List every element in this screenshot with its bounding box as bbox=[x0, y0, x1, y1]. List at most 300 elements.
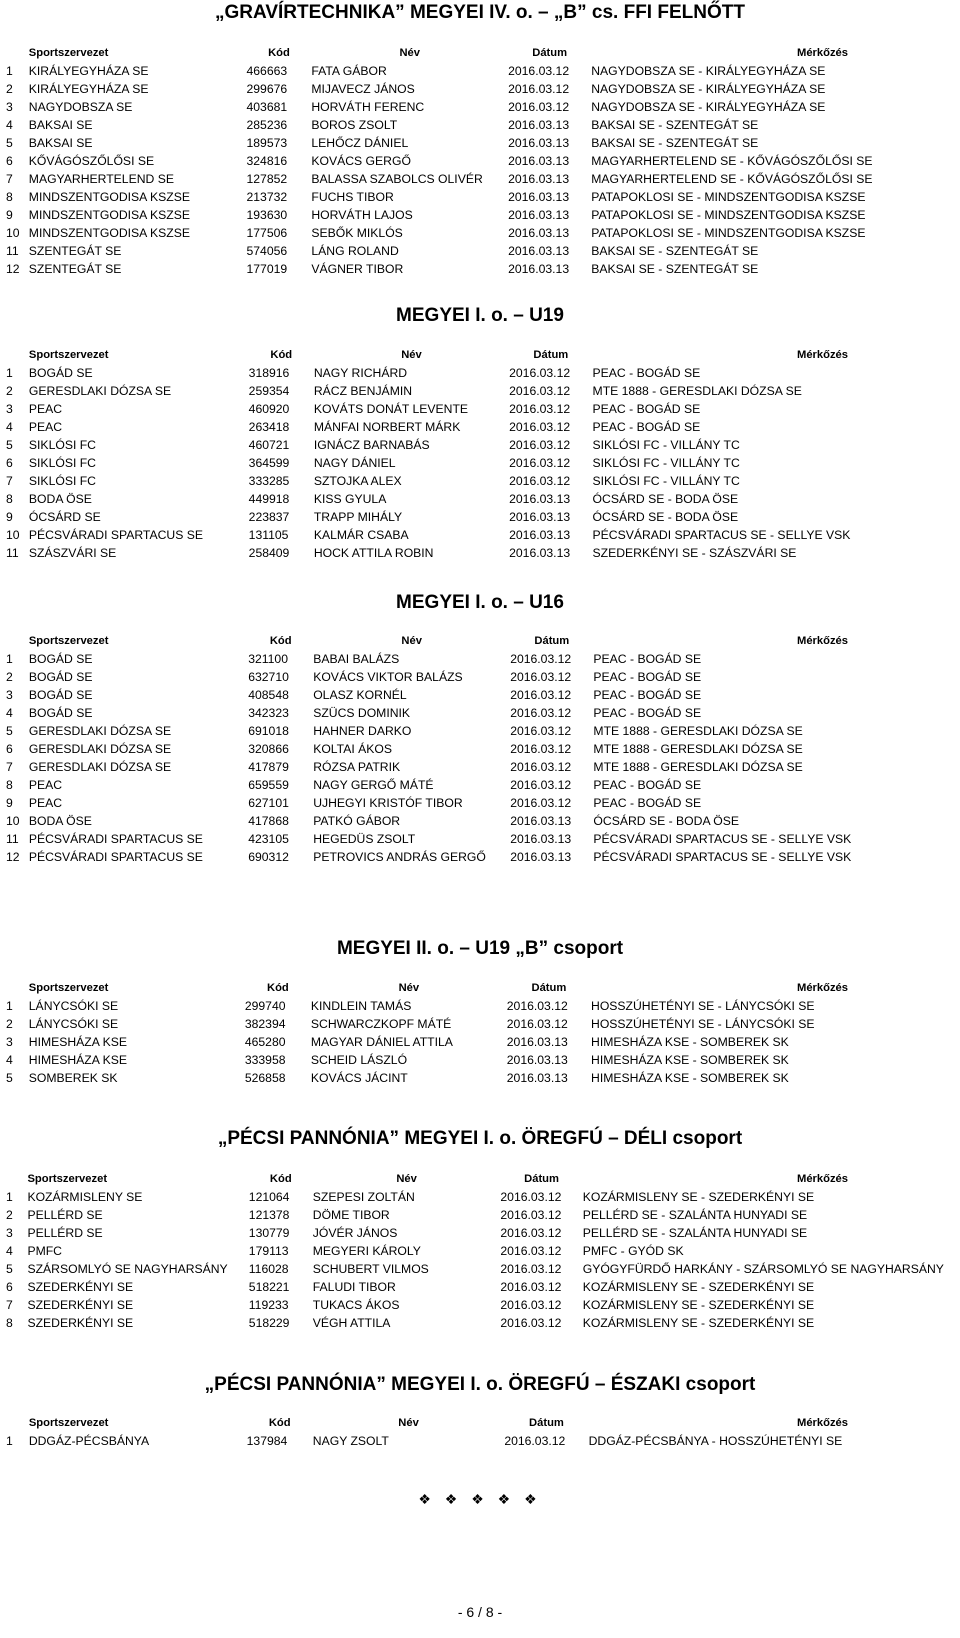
club-cell: DDGÁZ-PÉCSBÁNYA bbox=[28, 1434, 150, 1448]
table-row bbox=[6, 1033, 960, 1051]
table-row bbox=[6, 1015, 960, 1033]
club-cell: KŐVÁGÓSZŐLŐSI SE bbox=[28, 154, 155, 168]
club-cell: ÓCSÁRD SE bbox=[28, 510, 101, 524]
match-cell: PEAC - BOGÁD SE bbox=[592, 402, 701, 416]
match-cell: MTE 1888 - GERESDLAKI DÓZSA SE bbox=[592, 384, 802, 398]
row-index: 2 bbox=[6, 1208, 13, 1222]
header-merkozes: Mérkőzés bbox=[797, 1417, 848, 1429]
header-index bbox=[6, 632, 29, 650]
club-cell: GERESDLAKI DÓZSA SE bbox=[28, 384, 172, 398]
date-cell: 2016.03.12 bbox=[500, 1244, 562, 1258]
table-u19-b bbox=[6, 979, 960, 1087]
player-name-cell: HORVÁTH FERENC bbox=[311, 100, 425, 114]
header-nev: Név bbox=[396, 1173, 417, 1185]
match-cell: SIKLÓSI FC - VILLÁNY TC bbox=[592, 438, 740, 452]
club-cell: BOGÁD SE bbox=[28, 670, 93, 684]
row-index: 6 bbox=[6, 1280, 13, 1294]
match-cell: ÓCSÁRD SE - BODA ÖSE bbox=[592, 510, 739, 524]
table-row bbox=[6, 1188, 960, 1206]
table-row bbox=[6, 1432, 960, 1450]
header-nev: Név bbox=[398, 982, 420, 994]
header-datum: Dátum bbox=[529, 1417, 564, 1429]
table-row bbox=[6, 1278, 960, 1296]
table-row bbox=[6, 1242, 960, 1260]
code-cell: 518221 bbox=[248, 1280, 290, 1294]
row-index: 10 bbox=[6, 226, 20, 240]
player-name-cell: BALASSA SZABOLCS OLIVÉR bbox=[311, 172, 483, 186]
row-index: 3 bbox=[6, 402, 13, 416]
header-nev: Név bbox=[401, 349, 422, 361]
header-nev: Név bbox=[401, 635, 422, 647]
table-ffi-felnott bbox=[6, 44, 960, 278]
club-cell: LÁNYCSÓKI SE bbox=[28, 1017, 119, 1031]
header-index bbox=[6, 1170, 27, 1188]
row-index: 5 bbox=[6, 1071, 13, 1085]
table-row bbox=[6, 364, 960, 382]
match-cell: PATAPOKLOSI SE - MINDSZENTGODISA KSZSE bbox=[591, 226, 866, 240]
code-cell: 403681 bbox=[246, 100, 288, 114]
match-cell: PELLÉRD SE - SZALÁNTA HUNYADI SE bbox=[582, 1226, 808, 1240]
player-name-cell: BOROS ZSOLT bbox=[311, 118, 398, 132]
club-cell: PÉCSVÁRADI SPARTACUS SE bbox=[28, 528, 203, 542]
club-cell: GERESDLAKI DÓZSA SE bbox=[28, 724, 172, 738]
player-name-cell: KALMÁR CSABA bbox=[313, 528, 409, 542]
match-cell: SZEDERKÉNYI SE - SZÁSZVÁRI SE bbox=[592, 546, 797, 560]
club-cell: KIRÁLYEGYHÁZA SE bbox=[28, 64, 149, 78]
player-name-cell: SZTOJKA ALEX bbox=[313, 474, 402, 488]
match-cell: PEAC - BOGÁD SE bbox=[593, 778, 702, 792]
date-cell: 2016.03.12 bbox=[500, 1226, 562, 1240]
player-name-cell: HEGEDÜS ZSOLT bbox=[313, 832, 416, 846]
player-name-cell: JÓVÉR JÁNOS bbox=[312, 1226, 398, 1240]
date-cell: 2016.03.13 bbox=[506, 1035, 568, 1049]
row-index: 6 bbox=[6, 456, 13, 470]
code-cell: 179113 bbox=[248, 1244, 289, 1258]
date-cell: 2016.03.13 bbox=[509, 510, 571, 524]
player-name-cell: SCHUBERT VILMOS bbox=[312, 1262, 429, 1276]
player-name-cell: FUCHS TIBOR bbox=[311, 190, 394, 204]
table-header-row bbox=[6, 979, 960, 997]
code-cell: 417879 bbox=[248, 760, 289, 774]
table-row bbox=[6, 80, 960, 98]
date-cell: 2016.03.12 bbox=[509, 456, 571, 470]
row-index: 1 bbox=[6, 999, 13, 1013]
table-row bbox=[6, 260, 960, 278]
club-cell: PÉCSVÁRADI SPARTACUS SE bbox=[28, 832, 203, 846]
code-cell: 466663 bbox=[246, 64, 288, 78]
code-cell: 299740 bbox=[244, 999, 286, 1013]
club-cell: PEAC bbox=[28, 796, 63, 810]
row-index: 7 bbox=[6, 760, 13, 774]
code-cell: 119233 bbox=[248, 1298, 289, 1312]
table-row bbox=[6, 544, 960, 562]
header-datum: Dátum bbox=[533, 349, 569, 361]
code-cell: 177506 bbox=[246, 226, 288, 240]
table-row bbox=[6, 1069, 960, 1087]
code-cell: 318916 bbox=[248, 366, 290, 380]
match-cell: BAKSAI SE - SZENTEGÁT SE bbox=[591, 262, 759, 276]
code-cell: 130779 bbox=[248, 1226, 290, 1240]
match-cell: KOZÁRMISLENY SE - SZEDERKÉNYI SE bbox=[582, 1298, 815, 1312]
table-row bbox=[6, 454, 960, 472]
club-cell: SZENTEGÁT SE bbox=[28, 262, 122, 276]
match-cell: DDGÁZ-PÉCSBÁNYA - HOSSZÚHETÉNYI SE bbox=[588, 1434, 843, 1448]
code-cell: 213732 bbox=[246, 190, 288, 204]
code-cell: 223837 bbox=[248, 510, 290, 524]
date-cell: 2016.03.12 bbox=[510, 670, 572, 684]
ornament-divider: ❖ ❖ ❖ ❖ ❖ bbox=[418, 1491, 542, 1507]
header-datum: Dátum bbox=[531, 982, 567, 994]
row-index: 5 bbox=[6, 438, 13, 452]
row-index: 4 bbox=[6, 1053, 13, 1067]
club-cell: SOMBEREK SK bbox=[28, 1071, 118, 1085]
date-cell: 2016.03.12 bbox=[509, 438, 571, 452]
row-index: 3 bbox=[6, 100, 13, 114]
match-cell: PEAC - BOGÁD SE bbox=[593, 688, 702, 702]
date-cell: 2016.03.12 bbox=[504, 1434, 566, 1448]
player-name-cell: KOVÁCS GERGŐ bbox=[311, 154, 411, 168]
code-cell: 127852 bbox=[246, 172, 288, 186]
match-cell: MTE 1888 - GERESDLAKI DÓZSA SE bbox=[593, 742, 803, 756]
table-row bbox=[6, 436, 960, 454]
player-name-cell: IGNÁCZ BARNABÁS bbox=[313, 438, 430, 452]
player-name-cell: LEHŐCZ DÁNIEL bbox=[311, 136, 409, 150]
header-nev: Név bbox=[399, 47, 420, 59]
header-kod: Kód bbox=[269, 1173, 292, 1185]
club-cell: MINDSZENTGODISA KSZSE bbox=[28, 190, 190, 204]
match-cell: PEAC - BOGÁD SE bbox=[592, 366, 701, 380]
table-row bbox=[6, 134, 960, 152]
code-cell: 460920 bbox=[248, 402, 290, 416]
header-kod: Kód bbox=[268, 1417, 291, 1429]
section-title-u19: MEGYEI I. o. – U19 bbox=[396, 305, 564, 326]
code-cell: 364599 bbox=[248, 456, 290, 470]
date-cell: 2016.03.13 bbox=[509, 546, 571, 560]
player-name-cell: KOLTAI ÁKOS bbox=[313, 742, 392, 756]
player-name-cell: RÓZSA PATRIK bbox=[313, 760, 401, 774]
row-index: 8 bbox=[6, 492, 13, 506]
player-name-cell: RÁCZ BENJÁMIN bbox=[313, 384, 413, 398]
code-cell: 137984 bbox=[246, 1434, 288, 1448]
table-row bbox=[6, 116, 960, 134]
code-cell: 193630 bbox=[246, 208, 288, 222]
table-row bbox=[6, 650, 960, 668]
code-cell: 121378 bbox=[248, 1208, 290, 1222]
date-cell: 2016.03.12 bbox=[509, 402, 571, 416]
date-cell: 2016.03.12 bbox=[508, 82, 570, 96]
player-name-cell: KOVÁTS DONÁT LEVENTE bbox=[313, 402, 469, 416]
club-cell: KIRÁLYEGYHÁZA SE bbox=[28, 82, 149, 96]
row-index: 3 bbox=[6, 688, 13, 702]
match-cell: PÉCSVÁRADI SPARTACUS SE - SELLYE VSK bbox=[593, 832, 852, 846]
date-cell: 2016.03.13 bbox=[510, 814, 572, 828]
player-name-cell: FATA GÁBOR bbox=[311, 64, 387, 78]
date-cell: 2016.03.12 bbox=[509, 474, 571, 488]
player-name-cell: NAGY DÁNIEL bbox=[313, 456, 396, 470]
table-row bbox=[6, 758, 960, 776]
match-cell: HOSSZÚHETÉNYI SE - LÁNYCSÓKI SE bbox=[591, 999, 815, 1013]
date-cell: 2016.03.12 bbox=[508, 100, 570, 114]
match-cell: GYÓGYFÜRDŐ HARKÁNY - SZÁRSOMLYÓ SE NAGYHARSÁNY bbox=[582, 1262, 944, 1276]
date-cell: 2016.03.13 bbox=[508, 262, 570, 276]
match-cell: HOSSZÚHETÉNYI SE - LÁNYCSÓKI SE bbox=[591, 1017, 815, 1031]
match-cell: BAKSAI SE - SZENTEGÁT SE bbox=[591, 118, 759, 132]
header-sportszervezet: Sportszervezet bbox=[28, 635, 109, 647]
club-cell: PEAC bbox=[28, 402, 63, 416]
header-kod: Kód bbox=[270, 349, 293, 361]
code-cell: 121064 bbox=[248, 1190, 290, 1204]
table-row bbox=[6, 794, 960, 812]
match-cell: MAGYARHERTELEND SE - KŐVÁGÓSZŐLŐSI SE bbox=[591, 154, 873, 168]
date-cell: 2016.03.13 bbox=[510, 850, 572, 864]
player-name-cell: HORVÁTH LAJOS bbox=[311, 208, 413, 222]
row-index: 4 bbox=[6, 1244, 13, 1258]
code-cell: 131105 bbox=[248, 528, 289, 542]
table-row bbox=[6, 668, 960, 686]
match-cell: KOZÁRMISLENY SE - SZEDERKÉNYI SE bbox=[582, 1280, 815, 1294]
match-cell: PELLÉRD SE - SZALÁNTA HUNYADI SE bbox=[582, 1208, 808, 1222]
match-cell: PATAPOKLOSI SE - MINDSZENTGODISA KSZSE bbox=[591, 190, 866, 204]
code-cell: 263418 bbox=[248, 420, 290, 434]
code-cell: 627101 bbox=[248, 796, 289, 810]
row-index: 2 bbox=[6, 1017, 13, 1031]
row-index: 1 bbox=[6, 64, 13, 78]
player-name-cell: VÁGNER TIBOR bbox=[311, 262, 404, 276]
date-cell: 2016.03.12 bbox=[506, 999, 568, 1013]
section-title-u19-b: MEGYEI II. o. – U19 „B” csoport bbox=[336, 938, 624, 959]
code-cell: 449918 bbox=[248, 492, 290, 506]
table-row bbox=[6, 490, 960, 508]
club-cell: BODA ÖSE bbox=[28, 814, 92, 828]
code-cell: 285236 bbox=[246, 118, 288, 132]
row-index: 7 bbox=[6, 1298, 13, 1312]
row-index: 10 bbox=[6, 814, 20, 828]
header-datum: Dátum bbox=[534, 635, 570, 647]
row-index: 8 bbox=[6, 1316, 13, 1330]
table-row bbox=[6, 776, 960, 794]
table-row bbox=[6, 686, 960, 704]
club-cell: BODA ÖSE bbox=[28, 492, 92, 506]
club-cell: SIKLÓSI FC bbox=[28, 456, 96, 470]
row-index: 1 bbox=[6, 1434, 13, 1448]
code-cell: 518229 bbox=[248, 1316, 290, 1330]
table-u19 bbox=[6, 346, 960, 562]
row-index: 2 bbox=[6, 384, 13, 398]
club-cell: MAGYARHERTELEND SE bbox=[28, 172, 174, 186]
match-cell: KOZÁRMISLENY SE - SZEDERKÉNYI SE bbox=[582, 1316, 815, 1330]
code-cell: 417868 bbox=[248, 814, 289, 828]
date-cell: 2016.03.13 bbox=[508, 136, 570, 150]
row-index: 6 bbox=[6, 742, 13, 756]
date-cell: 2016.03.13 bbox=[508, 172, 570, 186]
player-name-cell: PATKÓ GÁBOR bbox=[313, 814, 401, 828]
club-cell: SIKLÓSI FC bbox=[28, 438, 96, 452]
code-cell: 659559 bbox=[248, 778, 289, 792]
player-name-cell: MAGYAR DÁNIEL ATTILA bbox=[310, 1035, 453, 1049]
date-cell: 2016.03.12 bbox=[510, 796, 572, 810]
header-kod: Kód bbox=[266, 982, 289, 994]
club-cell: SZENTEGÁT SE bbox=[28, 244, 122, 258]
match-cell: MAGYARHERTELEND SE - KŐVÁGÓSZŐLŐSI SE bbox=[591, 172, 873, 186]
date-cell: 2016.03.13 bbox=[508, 118, 570, 132]
club-cell: BOGÁD SE bbox=[28, 366, 93, 380]
date-cell: 2016.03.13 bbox=[508, 154, 570, 168]
table-row bbox=[6, 418, 960, 436]
code-cell: 460721 bbox=[248, 438, 290, 452]
row-index: 3 bbox=[6, 1226, 13, 1240]
row-index: 9 bbox=[6, 208, 13, 222]
match-cell: MTE 1888 - GERESDLAKI DÓZSA SE bbox=[593, 760, 803, 774]
match-cell: PÉCSVÁRADI SPARTACUS SE - SELLYE VSK bbox=[592, 528, 851, 542]
table-row bbox=[6, 704, 960, 722]
date-cell: 2016.03.12 bbox=[500, 1280, 562, 1294]
player-name-cell: TUKACS ÁKOS bbox=[312, 1298, 400, 1312]
player-name-cell: SZEPESI ZOLTÁN bbox=[312, 1190, 415, 1204]
club-cell: MINDSZENTGODISA KSZSE bbox=[28, 208, 190, 222]
match-cell: SIKLÓSI FC - VILLÁNY TC bbox=[592, 456, 740, 470]
table-row bbox=[6, 830, 960, 848]
date-cell: 2016.03.12 bbox=[510, 688, 572, 702]
row-index: 1 bbox=[6, 652, 13, 666]
date-cell: 2016.03.13 bbox=[509, 528, 571, 542]
code-cell: 116028 bbox=[248, 1262, 289, 1276]
table-row bbox=[6, 400, 960, 418]
header-index bbox=[6, 979, 29, 997]
code-cell: 299676 bbox=[246, 82, 288, 96]
table-row bbox=[6, 206, 960, 224]
player-name-cell: KISS GYULA bbox=[313, 492, 387, 506]
code-cell: 465280 bbox=[244, 1035, 286, 1049]
date-cell: 2016.03.13 bbox=[506, 1071, 568, 1085]
table-row bbox=[6, 224, 960, 242]
row-index: 7 bbox=[6, 474, 13, 488]
match-cell: HIMESHÁZA KSE - SOMBEREK SK bbox=[591, 1071, 789, 1085]
player-name-cell: MEGYERI KÁROLY bbox=[312, 1244, 421, 1258]
match-cell: BAKSAI SE - SZENTEGÁT SE bbox=[591, 244, 759, 258]
row-index: 8 bbox=[6, 778, 13, 792]
table-row bbox=[6, 740, 960, 758]
table-row bbox=[6, 1260, 960, 1278]
table-header-row bbox=[6, 346, 960, 364]
date-cell: 2016.03.12 bbox=[510, 742, 572, 756]
code-cell: 690312 bbox=[248, 850, 289, 864]
table-row bbox=[6, 382, 960, 400]
header-merkozes: Mérkőzés bbox=[797, 47, 848, 59]
date-cell: 2016.03.12 bbox=[510, 706, 572, 720]
code-cell: 342323 bbox=[248, 706, 289, 720]
header-sportszervezet: Sportszervezet bbox=[28, 349, 109, 361]
date-cell: 2016.03.12 bbox=[500, 1316, 562, 1330]
row-index: 2 bbox=[6, 82, 13, 96]
row-index: 12 bbox=[6, 850, 20, 864]
table-row bbox=[6, 170, 960, 188]
player-name-cell: SCHEID LÁSZLÓ bbox=[310, 1053, 408, 1067]
club-cell: HIMESHÁZA KSE bbox=[28, 1035, 127, 1049]
date-cell: 2016.03.13 bbox=[509, 492, 571, 506]
date-cell: 2016.03.12 bbox=[509, 366, 571, 380]
row-index: 1 bbox=[6, 1190, 13, 1204]
match-cell: NAGYDOBSZA SE - KIRÁLYEGYHÁZA SE bbox=[591, 82, 826, 96]
club-cell: SZÁSZVÁRI SE bbox=[28, 546, 117, 560]
code-cell: 632710 bbox=[248, 670, 289, 684]
table-row bbox=[6, 812, 960, 830]
date-cell: 2016.03.12 bbox=[510, 760, 572, 774]
header-merkozes: Mérkőzés bbox=[797, 635, 848, 647]
code-cell: 526858 bbox=[244, 1071, 286, 1085]
row-index: 4 bbox=[6, 118, 13, 132]
club-cell: SZÁRSOMLYÓ SE NAGYHARSÁNY bbox=[27, 1262, 228, 1276]
match-cell: SIKLÓSI FC - VILLÁNY TC bbox=[592, 474, 740, 488]
row-index: 8 bbox=[6, 190, 13, 204]
table-row bbox=[6, 242, 960, 260]
date-cell: 2016.03.12 bbox=[500, 1262, 562, 1276]
table-row bbox=[6, 1051, 960, 1069]
row-index: 12 bbox=[6, 262, 20, 276]
match-cell: NAGYDOBSZA SE - KIRÁLYEGYHÁZA SE bbox=[591, 100, 826, 114]
table-header-row bbox=[6, 44, 960, 62]
club-cell: PEAC bbox=[28, 420, 63, 434]
code-cell: 324816 bbox=[246, 154, 288, 168]
row-index: 7 bbox=[6, 172, 13, 186]
club-cell: BOGÁD SE bbox=[28, 706, 93, 720]
player-name-cell: SZÜCS DOMINIK bbox=[313, 706, 411, 720]
player-name-cell: MÁNFAI NORBERT MÁRK bbox=[313, 420, 461, 434]
table-row bbox=[6, 526, 960, 544]
player-name-cell: NAGY ZSOLT bbox=[312, 1434, 389, 1448]
code-cell: 574056 bbox=[246, 244, 288, 258]
table-row bbox=[6, 508, 960, 526]
match-cell: PEAC - BOGÁD SE bbox=[593, 652, 702, 666]
player-name-cell: BABAI BALÁZS bbox=[313, 652, 400, 666]
date-cell: 2016.03.12 bbox=[510, 778, 572, 792]
player-name-cell: SEBŐK MIKLÓS bbox=[311, 226, 403, 240]
table-row bbox=[6, 848, 960, 866]
date-cell: 2016.03.12 bbox=[509, 384, 571, 398]
code-cell: 423105 bbox=[248, 832, 289, 846]
match-cell: HIMESHÁZA KSE - SOMBEREK SK bbox=[591, 1035, 789, 1049]
club-cell: BOGÁD SE bbox=[28, 652, 93, 666]
match-cell: PEAC - BOGÁD SE bbox=[592, 420, 701, 434]
code-cell: 177019 bbox=[246, 262, 288, 276]
header-sportszervezet: Sportszervezet bbox=[27, 1173, 108, 1185]
code-cell: 320866 bbox=[248, 742, 289, 756]
table-row bbox=[6, 722, 960, 740]
header-sportszervezet: Sportszervezet bbox=[28, 1417, 109, 1429]
table-row bbox=[6, 1206, 960, 1224]
match-cell: MTE 1888 - GERESDLAKI DÓZSA SE bbox=[593, 724, 803, 738]
club-cell: SZEDERKÉNYI SE bbox=[27, 1316, 134, 1330]
date-cell: 2016.03.13 bbox=[508, 208, 570, 222]
player-name-cell: HOCK ATTILA ROBIN bbox=[313, 546, 434, 560]
row-index: 9 bbox=[6, 510, 13, 524]
club-cell: LÁNYCSÓKI SE bbox=[28, 999, 119, 1013]
club-cell: SIKLÓSI FC bbox=[28, 474, 96, 488]
club-cell: BOGÁD SE bbox=[28, 688, 93, 702]
header-index bbox=[6, 1414, 29, 1432]
row-index: 4 bbox=[6, 420, 13, 434]
code-cell: 333958 bbox=[244, 1053, 286, 1067]
section-title-u16: MEGYEI I. o. – U16 bbox=[396, 592, 564, 613]
player-name-cell: KOVÁCS JÁCINT bbox=[310, 1071, 408, 1085]
header-merkozes: Mérkőzés bbox=[797, 349, 848, 361]
table-oregfiu-deli bbox=[6, 1170, 960, 1332]
match-cell: ÓCSÁRD SE - BODA ÖSE bbox=[593, 814, 740, 828]
club-cell: GERESDLAKI DÓZSA SE bbox=[28, 760, 172, 774]
section-title-ffi-felnott: „GRAVÍRTECHNIKA” MEGYEI IV. o. – „B” cs. FFI FELNŐTT bbox=[215, 2, 745, 23]
match-cell: PEAC - BOGÁD SE bbox=[593, 796, 702, 810]
table-row bbox=[6, 152, 960, 170]
code-cell: 382394 bbox=[244, 1017, 286, 1031]
